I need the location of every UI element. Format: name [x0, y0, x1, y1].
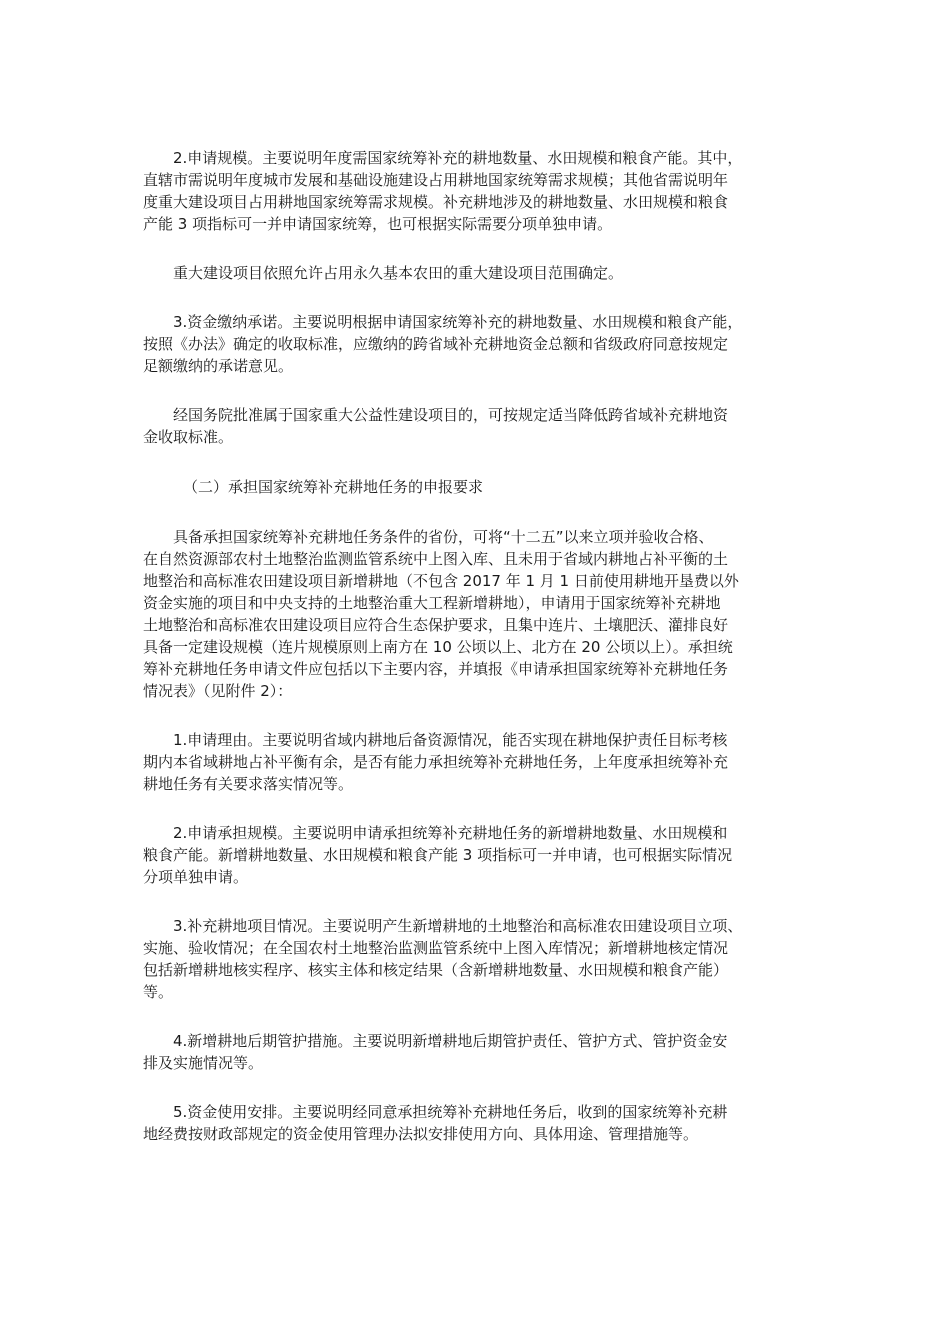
text-line: 排及实施情况等。: [143, 1054, 264, 1072]
text-line: 经国务院批准属于国家重大公益性建设项目的，可按规定适当降低跨省域补充耕地资: [173, 406, 729, 424]
text-line: 3.补充耕地项目情况。主要说明产生新增耕地的土地整治和高标准农田建设项目立项、: [173, 917, 743, 935]
text-line: 实施、验收情况；在全国农村土地整治监测监管系统中上图入库情况；新增耕地核定情况: [143, 939, 729, 957]
text-line: 土地整治和高标准农田建设项目应符合生态保护要求，且集中连片、土壤肥沃、灌排良好: [143, 616, 729, 634]
text-line: 具备承担国家统筹补充耕地任务条件的省份，可将“十二五”以来立项并验收合格、: [173, 528, 714, 546]
text-line: 地经费按财政部规定的资金使用管理办法拟安排使用方向、具体用途、管理措施等。: [143, 1125, 699, 1143]
text-line: 地整治和高标准农田建设项目新增耕地（不包含 2017 年 1 月 1 日前使用耕地开垦费以外: [143, 572, 739, 590]
paragraph-funds-commitment: [143, 311, 803, 377]
text-line: 2.申请承担规模。主要说明申请承担统筹补充耕地任务的新增耕地数量、水田规模和: [173, 824, 728, 842]
text-line: 耕地任务有关要求落实情况等。: [143, 775, 354, 793]
paragraph-requirements: [143, 526, 803, 702]
section-heading: （二）承担国家统筹补充耕地任务的申报要求: [183, 478, 484, 496]
text-line: 度重大建设项目占用耕地国家统筹需求规模。补充耕地涉及的耕地数量、水田规模和粮食: [143, 193, 729, 211]
text-line: 直辖市需说明年度城市发展和基础设施建设占用耕地国家统筹需求规模；其他省需说明年: [143, 171, 729, 189]
paragraph-projects: [143, 915, 803, 1003]
paragraph-fund-use: [143, 1101, 803, 1145]
paragraph-major-projects: [143, 262, 803, 284]
text-line: 5.资金使用安排。主要说明经同意承担统筹补充耕地任务后，收到的国家统筹补充耕: [173, 1103, 728, 1121]
text-line: 按照《办法》确定的收取标准，应缴纳的跨省域补充耕地资金总额和省级政府同意按规定: [143, 335, 729, 353]
text-line: 等。: [143, 983, 174, 1001]
paragraph-undertake-scale: [143, 822, 803, 888]
text-line: 具备一定建设规模（连片规模原则上南方在 10 公顷以上、北方在 20 公顷以上）。承担统: [143, 638, 733, 656]
text-line: 3.资金缴纳承诺。主要说明根据申请国家统筹补充的耕地数量、水田规模和粮食产能，: [173, 313, 743, 331]
text-line: 重大建设项目依照允许占用永久基本农田的重大建设项目范围确定。: [173, 264, 624, 282]
paragraph-application-scale: [143, 147, 803, 235]
paragraph-reduced-standard: [143, 404, 803, 448]
document-page: [143, 147, 803, 1145]
text-line: 粮食产能。新增耕地数量、水田规模和粮食产能 3 项指标可一并申请，也可根据实际情况: [143, 846, 733, 864]
text-line: 4.新增耕地后期管护措施。主要说明新增耕地后期管护责任、管护方式、管护资金安: [173, 1032, 728, 1050]
text-line: 资金实施的项目和中央支持的土地整治重大工程新增耕地），申请用于国家统筹补充耕地: [143, 594, 721, 612]
text-line: 1.申请理由。主要说明省域内耕地后备资源情况，能否实现在耕地保护责任目标考核: [173, 731, 728, 749]
text-line: 在自然资源部农村土地整治监测监管系统中上图入库、且未用于省域内耕地占补平衡的土: [143, 550, 729, 568]
text-line: 包括新增耕地核实程序、核实主体和核定结果（含新增耕地数量、水田规模和粮食产能）: [143, 961, 729, 979]
text-line: 情况表》（见附件 2）：: [143, 682, 293, 700]
text-line: 金收取标准。: [143, 428, 234, 446]
paragraph-management: [143, 1030, 803, 1074]
text-line: 2.申请规模。主要说明年度需国家统筹补充的耕地数量、水田规模和粮食产能。其中，: [173, 149, 743, 167]
text-line: 足额缴纳的承诺意见。: [143, 357, 294, 375]
text-line: 筹补充耕地任务申请文件应包括以下主要内容，并填报《申请承担国家统筹补充耕地任务: [143, 660, 729, 678]
text-line: 期内本省域耕地占补平衡有余，是否有能力承担统筹补充耕地任务，上年度承担统筹补充: [143, 753, 729, 771]
text-line: 产能 3 项指标可一并申请国家统筹，也可根据实际需要分项单独申请。: [143, 215, 613, 233]
text-line: 分项单独申请。: [143, 868, 249, 886]
paragraph-reason: [143, 729, 803, 795]
